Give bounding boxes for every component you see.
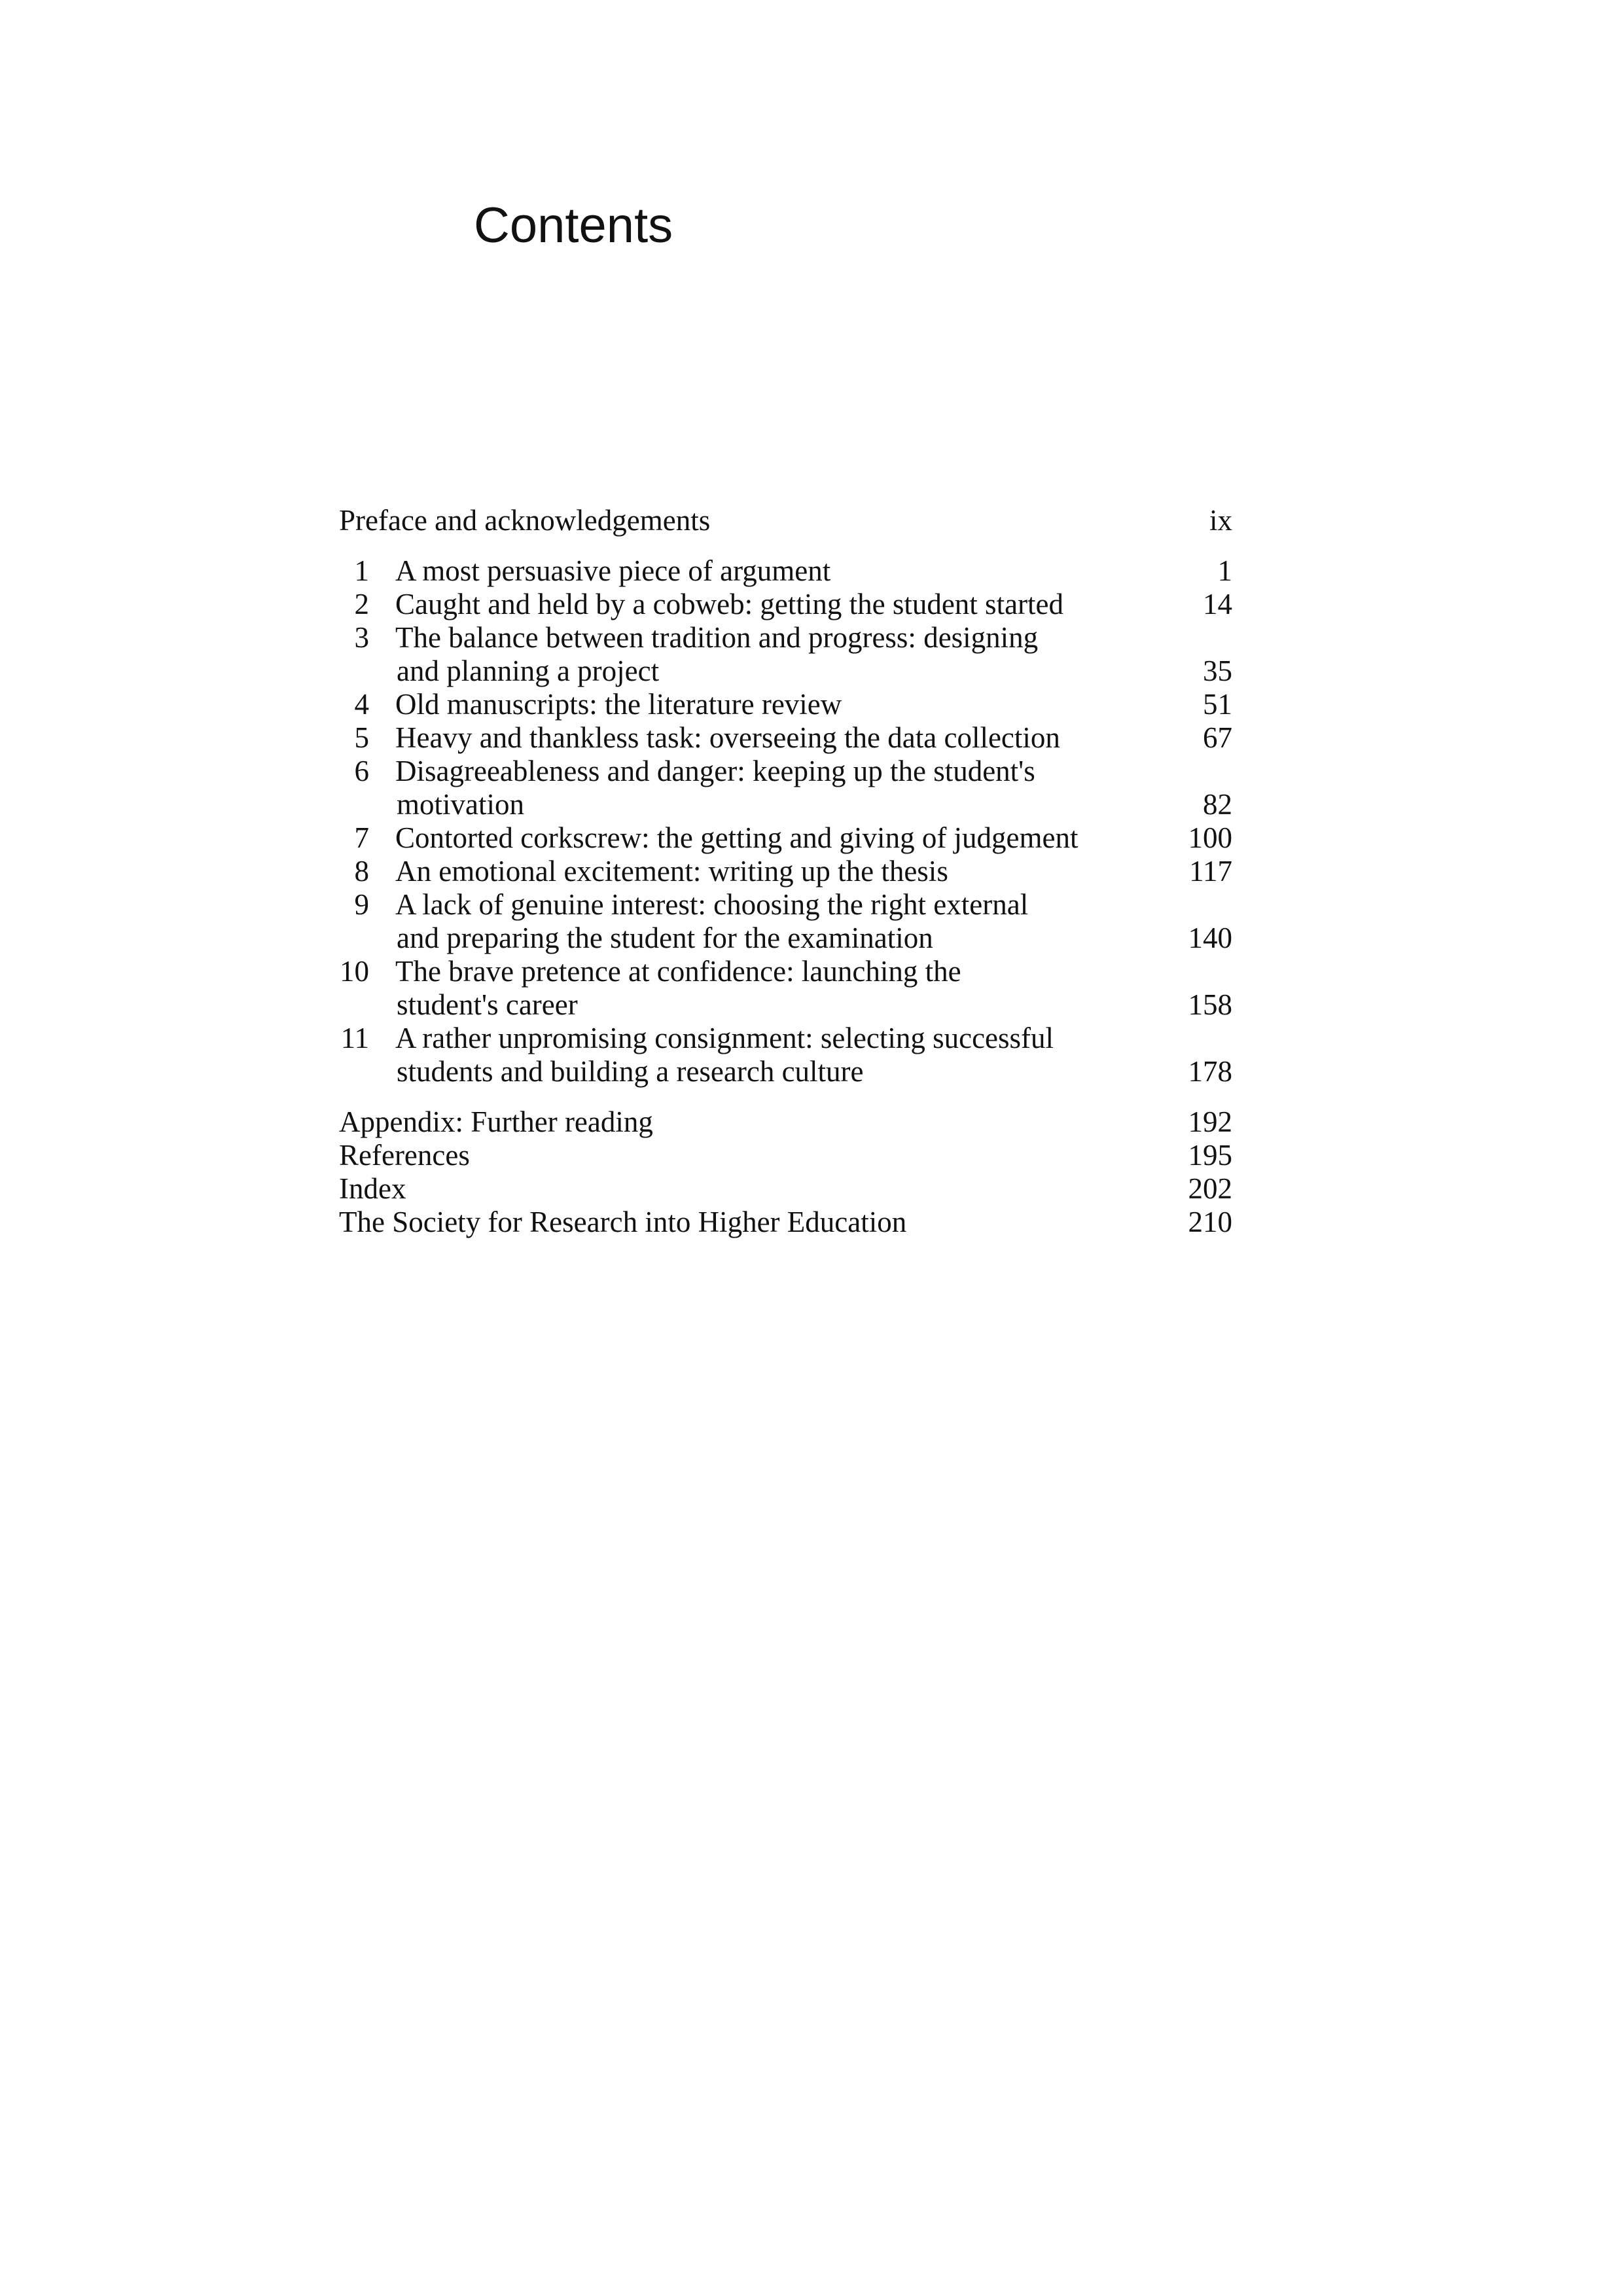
- chapter-title-line: A lack of genuine interest: choosing the right external: [395, 888, 1029, 921]
- chapter-title-line: The balance between tradition and progress: designing: [395, 621, 1039, 654]
- chapter-number: 3: [354, 621, 369, 654]
- page-number: 178: [1188, 1055, 1232, 1088]
- page-number: 192: [1188, 1105, 1232, 1138]
- chapter-entry: [339, 1022, 1232, 1088]
- front-matter-entry: [339, 504, 1232, 537]
- chapter-title-line: Contorted corkscrew: the getting and giving of judgement: [395, 821, 1079, 854]
- page-number: 158: [1188, 988, 1232, 1021]
- chapter-row: [339, 688, 1232, 721]
- entry-title: References: [339, 1139, 470, 1172]
- chapter-title-line: students and building a research culture: [397, 1055, 864, 1088]
- chapter-number: 5: [354, 721, 369, 754]
- chapter-row-continued: [339, 922, 1232, 955]
- chapter-row-continued: [339, 788, 1232, 821]
- page-number: 82: [1203, 788, 1232, 821]
- back-matter-entry: [339, 1105, 1232, 1139]
- chapter-row: [339, 888, 1232, 922]
- chapter-row: [339, 1022, 1232, 1055]
- chapter-number: 1: [354, 554, 369, 587]
- chapter-entry: [339, 588, 1232, 621]
- chapter-entry: [339, 621, 1232, 688]
- chapter-title-line: and planning a project: [397, 655, 660, 687]
- back-matter-list: [339, 1105, 1232, 1239]
- page-number: 100: [1188, 821, 1232, 854]
- chapter-title-line: A rather unpromising consignment: selecting successful: [395, 1022, 1054, 1054]
- chapter-number: 2: [354, 588, 369, 620]
- page-number: 117: [1189, 855, 1232, 888]
- chapter-row-continued: [339, 1055, 1232, 1088]
- chapter-entry: [339, 688, 1232, 721]
- chapter-row: [339, 588, 1232, 621]
- chapter-row: [339, 554, 1232, 588]
- back-matter-entry: [339, 1172, 1232, 1206]
- entry-title: Index: [339, 1172, 406, 1205]
- page-number: 202: [1188, 1172, 1232, 1205]
- chapter-row: [339, 855, 1232, 888]
- chapter-title-line: and preparing the student for the examination: [397, 922, 933, 954]
- page-number: 140: [1188, 922, 1232, 954]
- chapter-title-line: Caught and held by a cobweb: getting the student started: [395, 588, 1064, 620]
- chapter-row-continued: [339, 988, 1232, 1022]
- chapter-entry: [339, 955, 1232, 1022]
- page-number: 51: [1203, 688, 1232, 721]
- chapter-entry: [339, 888, 1232, 955]
- chapter-entry: [339, 554, 1232, 588]
- chapter-title-line: student's career: [397, 988, 578, 1021]
- page-number: 35: [1203, 655, 1232, 687]
- page-number: ix: [1209, 504, 1232, 537]
- chapter-row: [339, 955, 1232, 988]
- back-matter-entry: [339, 1206, 1232, 1239]
- chapter-entry: [339, 721, 1232, 755]
- page-number: 1: [1217, 554, 1232, 587]
- chapter-title-line: An emotional excitement: writing up the thesis: [395, 855, 948, 888]
- chapter-number: 11: [340, 1022, 369, 1054]
- chapter-number: 4: [354, 688, 369, 721]
- chapter-number: 8: [354, 855, 369, 888]
- chapter-number: 7: [354, 821, 369, 854]
- table-of-contents: [339, 504, 1232, 1239]
- chapter-number: 10: [340, 955, 369, 988]
- chapter-number: 6: [354, 755, 369, 787]
- chapter-entry: [339, 755, 1232, 821]
- chapter-number: 9: [354, 888, 369, 921]
- page-number: 67: [1203, 721, 1232, 754]
- page-number: 14: [1203, 588, 1232, 620]
- chapter-row: [339, 621, 1232, 655]
- entry-title: Preface and acknowledgements: [339, 504, 711, 537]
- chapter-row: [339, 755, 1232, 788]
- chapter-title-line: The brave pretence at confidence: launching the: [395, 955, 961, 988]
- chapter-row: [339, 721, 1232, 755]
- chapter-row-continued: [339, 655, 1232, 688]
- chapter-title-line: Heavy and thankless task: overseeing the data collection: [395, 721, 1060, 754]
- front-matter-list: [339, 504, 1232, 537]
- chapter-entry: [339, 821, 1232, 855]
- chapter-entry: [339, 855, 1232, 888]
- entry-title: Appendix: Further reading: [339, 1105, 653, 1138]
- page-number: 195: [1188, 1139, 1232, 1172]
- page-number: 210: [1188, 1206, 1232, 1238]
- chapter-title-line: motivation: [397, 788, 524, 821]
- chapter-title-line: A most persuasive piece of argument: [395, 554, 831, 587]
- entry-title: The Society for Research into Higher Education: [339, 1206, 907, 1238]
- chapter-title-line: Disagreeableness and danger: keeping up the student's: [395, 755, 1035, 787]
- page-title: Contents: [474, 198, 673, 253]
- chapter-list: [339, 554, 1232, 1088]
- chapter-row: [339, 821, 1232, 855]
- chapter-title-line: Old manuscripts: the literature review: [395, 688, 842, 721]
- back-matter-entry: [339, 1139, 1232, 1172]
